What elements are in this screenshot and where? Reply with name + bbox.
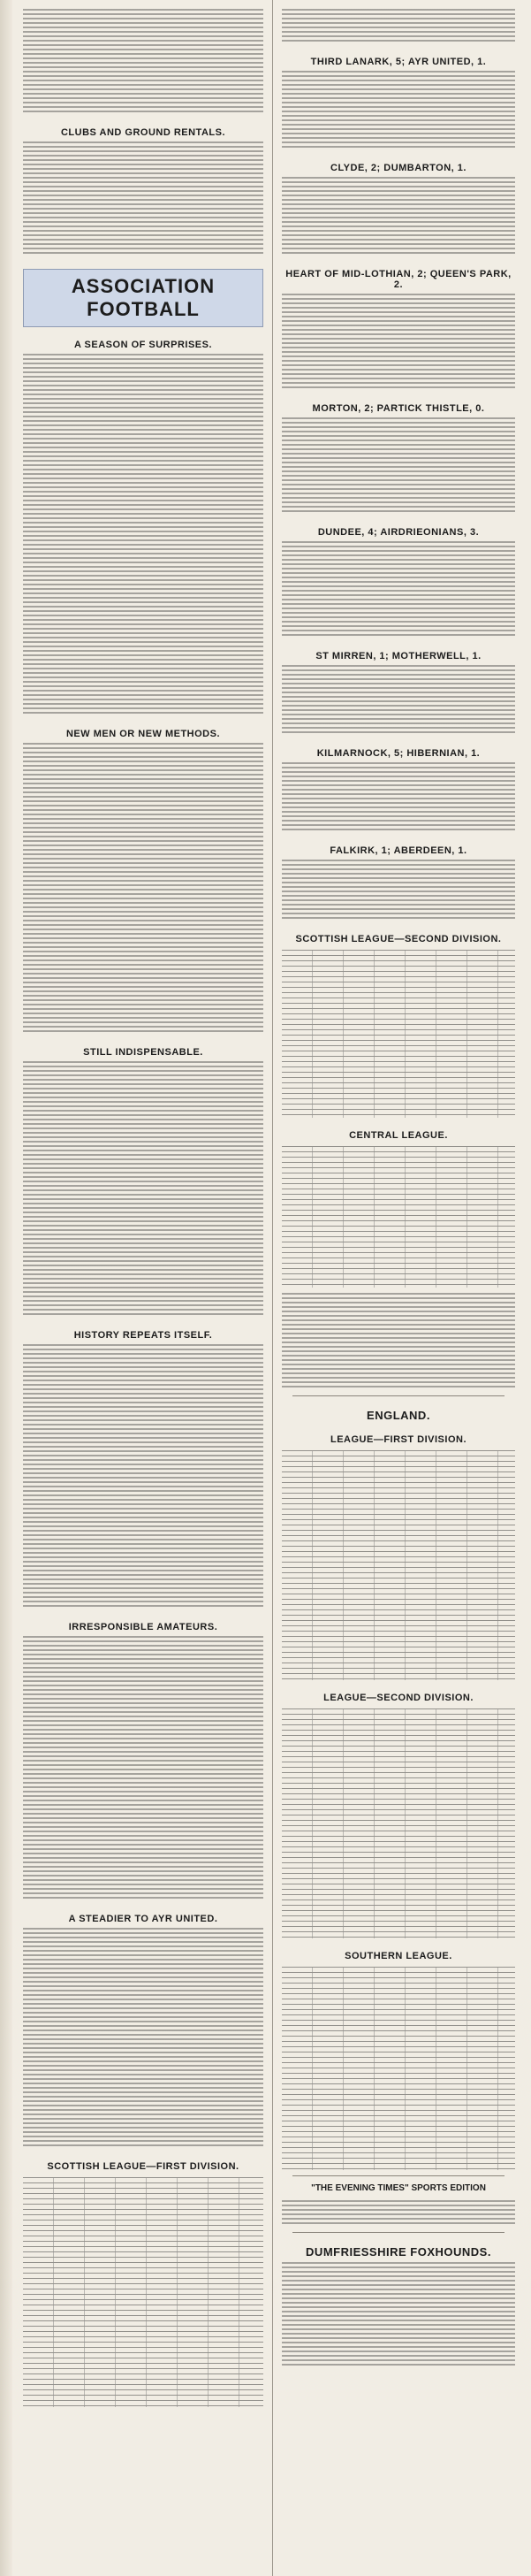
- section-heading: SCOTTISH LEAGUE—FIRST DIVISION.: [47, 2161, 239, 2172]
- text-block: [23, 1636, 263, 1901]
- section-heading: DUNDEE, 4; AIRDRIEONIANS, 3.: [317, 527, 480, 538]
- divider: [292, 2175, 504, 2176]
- text-block: [23, 141, 263, 256]
- section-heading: DUMFRIESSHIRE FOXHOUNDS.: [306, 2245, 491, 2259]
- text-block: [282, 71, 515, 150]
- section-heading: SCOTTISH LEAGUE—SECOND DIVISION.: [295, 934, 502, 944]
- section-heading: KILMARNOCK, 5; HIBERNIAN, 1.: [316, 748, 481, 759]
- text-block: [282, 665, 515, 736]
- section-heading: LEAGUE—FIRST DIVISION.: [330, 1434, 467, 1445]
- section-heading: STILL INDISPENSABLE.: [83, 1047, 203, 1058]
- league-table: [282, 1450, 515, 1680]
- league-table: [282, 950, 515, 1118]
- section-heading: NEW MEN OR NEW METHODS.: [65, 729, 221, 739]
- divider: [292, 1395, 504, 1396]
- section-heading: HEART OF MID-LOTHIAN, 2; QUEEN'S PARK, 2.: [285, 269, 512, 290]
- section-heading: ENGLAND.: [367, 1409, 430, 1422]
- page-headline: ASSOCIATION FOOTBALL: [23, 269, 263, 327]
- divider: [292, 2232, 504, 2233]
- text-block: [23, 1928, 263, 2149]
- text-block: [23, 743, 263, 1035]
- text-block: [282, 9, 515, 44]
- section-heading: FALKIRK, 1; ABERDEEN, 1.: [330, 845, 467, 856]
- section-heading: A SEASON OF SURPRISES.: [73, 340, 213, 350]
- section-heading: CENTRAL LEAGUE.: [349, 1130, 448, 1141]
- text-block: [282, 860, 515, 921]
- left-column: [14, 0, 272, 2576]
- section-heading: THIRD LANARK, 5; AYR UNITED, 1.: [310, 57, 487, 67]
- section-heading: ST MIRREN, 1; MOTHERWELL, 1.: [315, 651, 482, 661]
- section-heading: A STEADIER TO AYR UNITED.: [68, 1914, 218, 1924]
- text-block: [282, 2200, 515, 2227]
- text-block: [23, 9, 263, 115]
- text-block: [282, 762, 515, 833]
- sports-edition-notice: "THE EVENING TIMES" SPORTS EDITION: [311, 2183, 486, 2193]
- text-block: [282, 2262, 515, 2368]
- text-block: [23, 1061, 263, 1318]
- section-heading: HISTORY REPEATS ITSELF.: [73, 1330, 213, 1341]
- text-block: [282, 417, 515, 515]
- league-table: [282, 1967, 515, 2170]
- section-heading: MORTON, 2; PARTICK THISTLE, 0.: [312, 403, 485, 414]
- right-column: [272, 0, 524, 2576]
- section-heading: IRRESPONSIBLE AMATEURS.: [68, 1622, 218, 1632]
- text-block: [282, 541, 515, 638]
- text-block: [282, 294, 515, 391]
- text-block: [23, 354, 263, 716]
- section-heading: LEAGUE—SECOND DIVISION.: [323, 1693, 474, 1703]
- page-margin: [0, 0, 12, 2576]
- text-block: [282, 177, 515, 256]
- league-table: [23, 2177, 263, 2407]
- results-table: [282, 1146, 515, 1288]
- text-block: [282, 1293, 515, 1390]
- league-table: [282, 1708, 515, 1938]
- section-heading: SOUTHERN LEAGUE.: [345, 1951, 452, 1961]
- section-heading: CLYDE, 2; DUMBARTON, 1.: [330, 163, 467, 173]
- text-block: [23, 1344, 263, 1609]
- section-heading: CLUBS AND GROUND RENTALS.: [60, 127, 226, 138]
